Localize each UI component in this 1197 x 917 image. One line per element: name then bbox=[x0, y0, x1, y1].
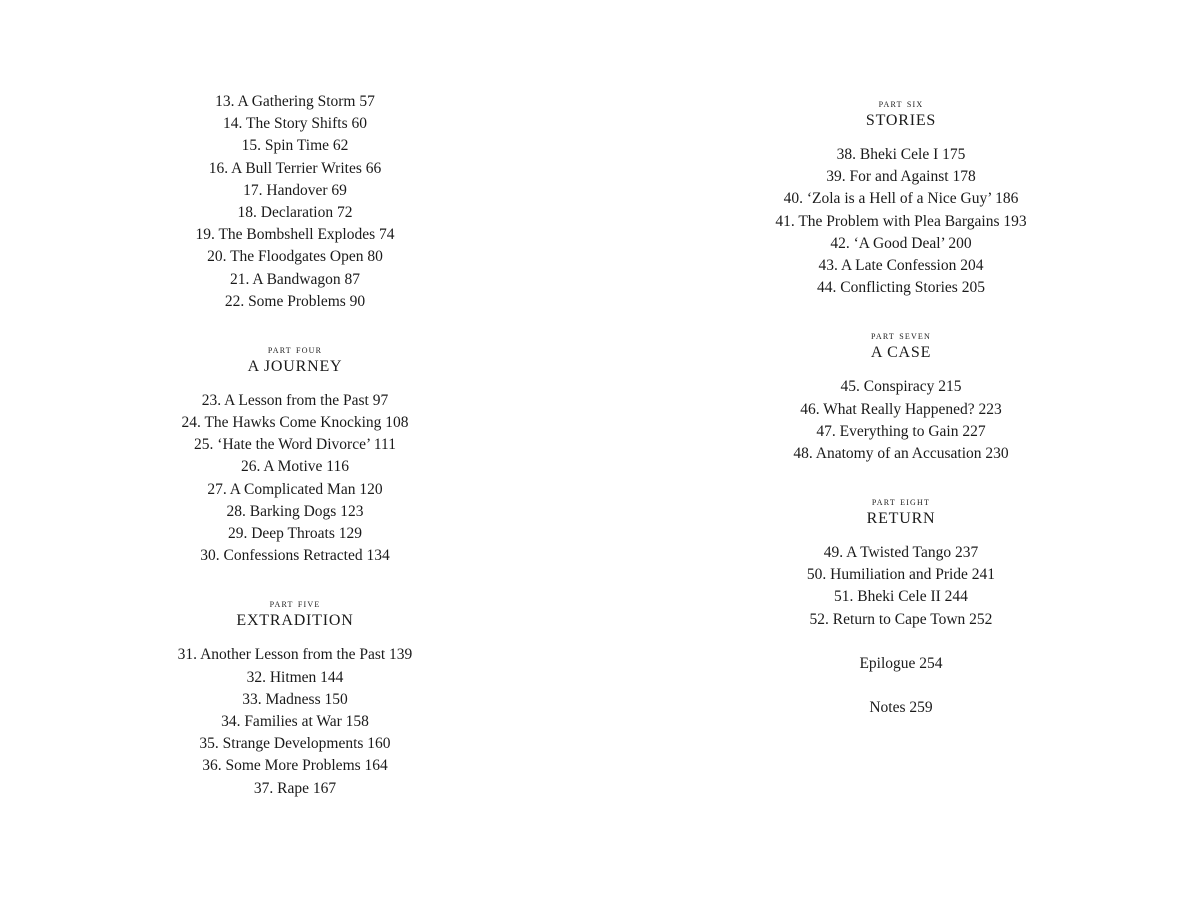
section-spacer bbox=[0, 313, 590, 341]
part-label: part five bbox=[269, 596, 321, 611]
toc-entry: 21. A Bandwagon 87 bbox=[229, 270, 361, 288]
toc-entry: 42. ‘A Good Deal’ 200 bbox=[830, 234, 972, 252]
toc-entry: 49. A Twisted Tango 237 bbox=[823, 544, 979, 562]
toc-entry: 36. Some More Problems 164 bbox=[202, 757, 388, 775]
toc-entry: 33. Madness 150 bbox=[242, 690, 348, 708]
section-spacer bbox=[599, 465, 1197, 493]
toc-entry: 35. Strange Developments 160 bbox=[199, 735, 391, 753]
toc-entry: 29. Deep Throats 129 bbox=[227, 525, 363, 542]
part-four-section bbox=[0, 341, 590, 568]
toc-entry: 34. Families at War 158 bbox=[221, 712, 369, 730]
toc-entry: 38. Bheki Cele I 175 bbox=[836, 146, 966, 163]
toc-entry: 14. The Story Shifts 60 bbox=[223, 115, 367, 133]
part-label: part four bbox=[267, 341, 323, 356]
toc-entry: 45. Conspiracy 215 bbox=[840, 378, 962, 396]
toc-entry: 41. The Problem with Plea Bargains 193 bbox=[775, 212, 1027, 230]
part-seven-section bbox=[599, 327, 1197, 465]
toc-entry: 40. ‘Zola is a Hell of a Nice Guy’ 186 bbox=[783, 190, 1019, 208]
part-title: A JOURNEY bbox=[247, 357, 343, 375]
toc-entry: 17. Handover 69 bbox=[243, 181, 347, 199]
toc-entry: 48. Anatomy of an Accusation 230 bbox=[793, 444, 1009, 462]
toc-entry: 28. Barking Dogs 123 bbox=[226, 502, 364, 520]
toc-entry: 23. A Lesson from the Past 97 bbox=[201, 391, 389, 409]
part-label: part six bbox=[878, 96, 924, 110]
part-title: A CASE bbox=[870, 344, 932, 362]
toc-entry: 18. Declaration 72 bbox=[237, 203, 353, 221]
section-spacer bbox=[599, 299, 1197, 327]
toc-entry: 27. A Complicated Man 120 bbox=[207, 480, 383, 498]
toc-entry: 16. A Bull Terrier Writes 66 bbox=[208, 159, 382, 177]
toc-entry: 20. The Floodgates Open 80 bbox=[207, 248, 383, 266]
toc-entry: 24. The Hawks Come Knocking 108 bbox=[181, 414, 409, 432]
part-five-section bbox=[0, 595, 590, 799]
toc-continued-section bbox=[0, 91, 590, 313]
right-page bbox=[599, 0, 1197, 917]
toc-entry: 25. ‘Hate the Word Divorce’ 111 bbox=[194, 436, 396, 454]
toc-entry: 43. A Late Confession 204 bbox=[818, 256, 984, 274]
toc-entry: 52. Return to Cape Town 252 bbox=[809, 610, 993, 628]
toc-entry: 39. For and Against 178 bbox=[826, 168, 976, 186]
part-six-section bbox=[599, 95, 1197, 299]
toc-entry: 22. Some Problems 90 bbox=[224, 292, 366, 310]
toc-right-column bbox=[599, 95, 1197, 719]
toc-entry: 44. Conflicting Stories 205 bbox=[817, 279, 985, 297]
toc-entry-notes: Notes 259 bbox=[869, 699, 933, 716]
toc-entry: 46. What Really Happened? 223 bbox=[800, 400, 1002, 418]
part-label: part seven bbox=[870, 328, 931, 343]
section-spacer bbox=[0, 567, 590, 595]
toc-entry: 15. Spin Time 62 bbox=[241, 137, 349, 155]
toc-entry: 30. Confessions Retracted 134 bbox=[200, 547, 390, 565]
toc-entry: 13. A Gathering Storm 57 bbox=[215, 93, 375, 110]
part-eight-section bbox=[599, 493, 1197, 631]
toc-entry: 19. The Bombshell Explodes 74 bbox=[195, 226, 395, 244]
toc-left-column bbox=[0, 91, 590, 800]
toc-entry: 51. Bheki Cele II 244 bbox=[834, 588, 968, 606]
part-title: RETURN bbox=[866, 510, 936, 528]
toc-entry: 47. Everything to Gain 227 bbox=[816, 422, 986, 440]
part-title: EXTRADITION bbox=[236, 612, 354, 630]
toc-entry: 32. Hitmen 144 bbox=[246, 668, 344, 686]
toc-entry: 31. Another Lesson from the Past 139 bbox=[177, 646, 413, 664]
toc-entry-epilogue: Epilogue 254 bbox=[859, 654, 943, 672]
toc-entry: 50. Humiliation and Pride 241 bbox=[806, 566, 996, 584]
section-spacer bbox=[599, 675, 1197, 697]
section-spacer bbox=[599, 631, 1197, 653]
part-label: part eight bbox=[871, 494, 931, 509]
left-page bbox=[0, 0, 598, 917]
toc-entry: 26. A Motive 116 bbox=[241, 458, 349, 476]
toc-entry: 37. Rape 167 bbox=[253, 779, 337, 797]
part-title: STORIES bbox=[865, 112, 937, 129]
